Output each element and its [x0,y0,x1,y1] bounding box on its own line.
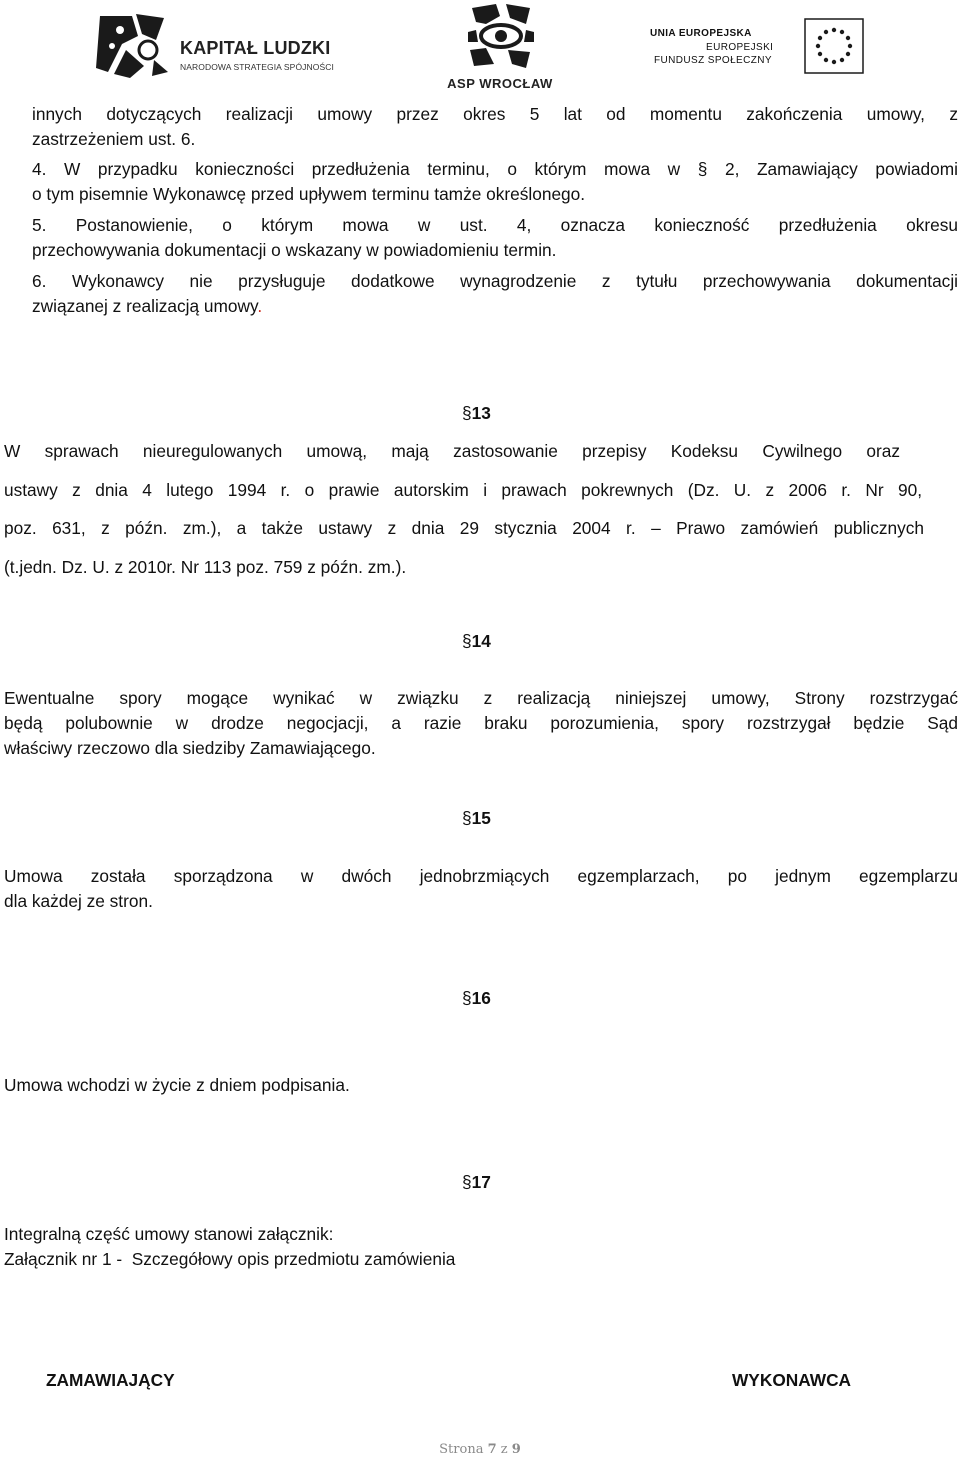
section-number: 14 [471,631,491,651]
section-sign: § [462,631,472,651]
footer-prefix: Strona [439,1442,484,1457]
section-13-line-1: W sprawach nieuregulowanych umową, mają zastosowanie przepisy Kodeksu Cywilnego oraz [4,441,900,461]
section-14-line-2: będą polubownie w drodze negocjacji, a razie braku porozumienia, spory rozstrzygał będzie Sąd [4,713,958,733]
eu-fund-line1: EUROPEJSKI [706,42,774,53]
section-sign: § [462,988,472,1008]
kapital-ludzki-subtitle: NARODOWA STRATEGIA SPÓJNOŚCI [180,62,334,72]
signature-label-contractor: WYKONAWCA [732,1370,852,1390]
section-17-line-1: Integralną część umowy stanowi załącznik: [4,1224,334,1244]
section-17-heading [462,1172,491,1193]
section-17-line-2: Załącznik nr 1 - Szczegółowy opis przedmiotu zamówienia [4,1249,456,1269]
section-13-heading [462,403,491,424]
item-6-line-1: 6. Wykonawcy nie przysługuje dodatkowe wynagrodzenie z tytułu przechowywania dokumentacji [32,271,958,291]
section-number: 17 [471,1172,491,1192]
continuation-paragraph [32,100,958,154]
section-number: 13 [471,403,491,423]
item-5 [32,211,958,265]
item-4 [32,155,958,209]
eu-flag-icon [804,18,864,74]
kapital-ludzki-title: KAPITAŁ LUDZKI [180,38,331,58]
section-16-heading [462,988,491,1009]
asp-wroclaw-text: ASP WROCŁAW [447,76,553,91]
section-number: 15 [471,808,491,828]
footer-current-page: 7 [487,1442,497,1457]
section-15-body [4,864,958,914]
kapital-ludzki-logo [92,10,352,80]
section-sign-inline: § [697,159,708,179]
item-4-text-b: 2, Zamawiający powiadomi [724,159,958,179]
continuation-line-2: zastrzeżeniem ust. 6. [32,129,196,149]
item-4-text-a: 4. W przypadku konieczności przedłużenia terminu, o którym mowa w [32,159,681,179]
section-number: 16 [471,988,491,1008]
section-14-line-1: Ewentualne spory mogące wynikać w związku z realizacją niniejszej umowy, Strony rozstrzygać [4,688,958,708]
eu-name-line: UNIA EUROPEJSKA [650,28,752,39]
section-14-line-3: właściwy rzeczowo dla siedziby Zamawiającego. [4,738,376,758]
item-5-line-2: przechowywania dokumentacji o wskazany w powiadomieniu termin. [32,240,557,260]
eu-social-fund-logo [650,18,880,88]
section-14-heading [462,631,491,652]
footer-separator: z [500,1442,508,1457]
asp-emblem-icon [466,2,536,70]
continuation-line-1: innych dotyczących realizacji umowy przez okres 5 lat od momentu zakończenia umowy, z [32,104,958,124]
header-logo-bar [0,0,960,96]
kapital-ludzki-emblem-icon [92,10,172,80]
item-4-line-2: o tym pisemnie Wykonawcę przed upływem terminu tamże określonego. [32,184,586,204]
item-6-line-2 [32,292,958,321]
signature-label-client: ZAMAWIAJĄCY [46,1370,175,1390]
section-15-line-2: dla każdej ze stron. [4,891,153,911]
section-15-line-1: Umowa została sporządzona w dwóch jednobrzmiących egzemplarzach, po jednym egzemplarzu [4,866,958,886]
section-sign: § [462,808,472,828]
footer-total-pages: 9 [511,1442,521,1457]
item-6-line-2-text: związanej z realizacją umowy [32,296,258,316]
section-15-heading [462,808,491,829]
section-13-line-2: ustawy z dnia 4 lutego 1994 r. o prawie autorskim i prawach pokrewnych (Dz. U. z 2006 r. Nr 90, [4,479,922,500]
item-5-line-1: 5. Postanowienie, o którym mowa w ust. 4, oznacza konieczność przedłużenia okresu [32,215,958,235]
section-sign: § [462,1172,472,1192]
eu-fund-line2: FUNDUSZ SPOŁECZNY [654,55,772,66]
section-14-body [4,686,958,761]
section-17-body [4,1222,958,1272]
section-sign: § [462,403,472,423]
item-6 [32,267,958,321]
section-16-line-1: Umowa wchodzi w życie z dniem podpisania. [4,1075,350,1095]
section-13-line-3: poz. 631, z późn. zm.), a także ustawy z dnia 29 stycznia 2004 r. – Prawo zamówień publicznych [4,518,924,538]
section-13-body [4,432,958,586]
asp-wroclaw-logo [430,0,570,96]
section-16-body [4,1073,958,1098]
page-footer [0,1442,960,1457]
section-13-line-4: (t.jedn. Dz. U. z 2010r. Nr 113 poz. 759 z późn. zm.). [4,556,407,577]
item-6-line-2-dot: . [257,296,263,316]
